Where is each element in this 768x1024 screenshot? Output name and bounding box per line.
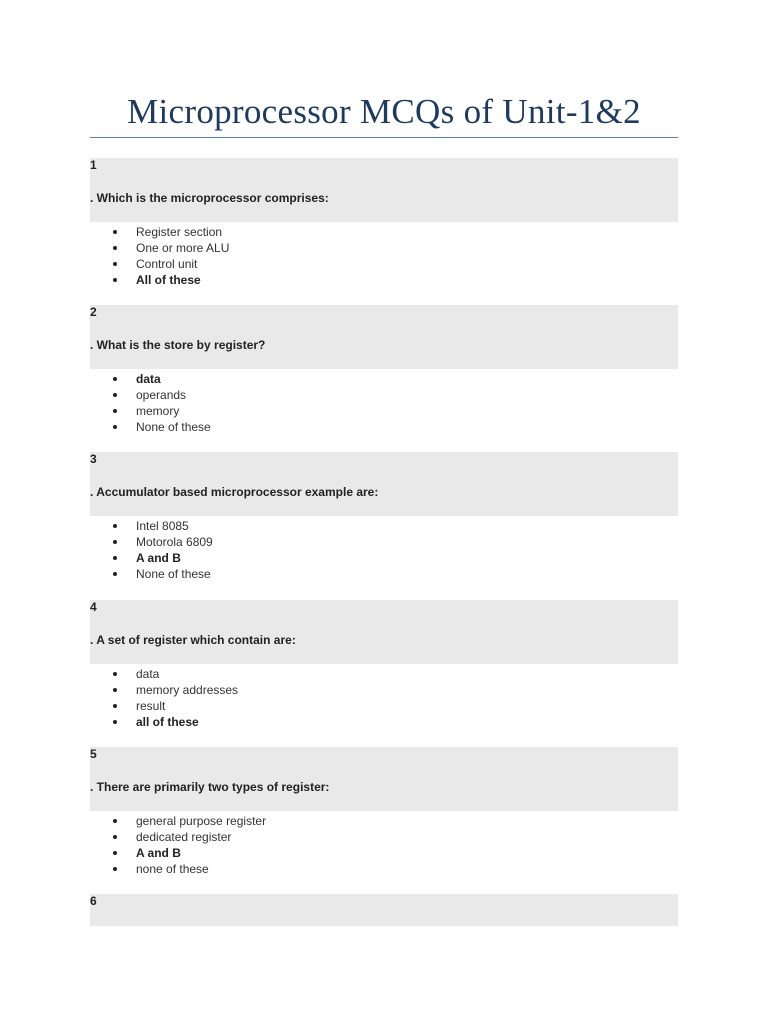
question-text: . Which is the microprocessor comprises: [90,191,329,205]
option-label: One or more ALU [136,241,230,255]
title-rule [90,137,678,138]
option-label: memory [136,404,180,419]
option-label: operands [136,388,187,403]
question-band [90,600,678,664]
bullet-icon [113,672,117,676]
bullet-icon [113,409,117,413]
option-label: None of these [136,567,211,582]
question-number: 3 [90,452,97,467]
question-text: . What is the store by register? [90,338,266,353]
option-label: dedicated register [136,829,232,844]
document-title: Microprocessor MCQs of Unit-1&2 [127,92,641,131]
option-label: none of these [136,861,209,876]
bullet-icon [113,540,117,544]
question-number: 1 [90,158,97,172]
bullet-icon [113,393,117,397]
option-label: data [136,666,160,681]
bullet-icon [113,246,117,250]
bullet-icon [113,704,117,708]
question-number: 6 [90,894,97,908]
option-label: None of these [136,420,211,435]
option-label: data [136,372,161,387]
question-band [90,305,678,369]
bullet-icon [113,851,117,855]
bullet-icon [113,262,117,266]
option-label: memory addresses [136,682,239,697]
bullet-icon [113,278,117,282]
bullet-icon [113,524,117,528]
option-label: A and B [136,845,181,860]
question-number: 4 [90,599,97,614]
question-band [90,452,678,516]
option-label: result [136,698,166,713]
option-label: A and B [136,551,181,566]
bullet-icon [113,819,117,823]
option-label: general purpose register [136,813,267,828]
option-label: all of these [136,714,199,729]
question-number: 2 [90,305,97,320]
bullet-icon [113,572,117,576]
bullet-icon [113,377,117,381]
option-label: Intel 8085 [136,519,189,534]
question-text: . A set of register which contain are: [90,632,296,647]
option-label: All of these [136,273,201,287]
option-label: Register section [136,225,223,239]
option-label: Control unit [136,257,198,271]
question-band [90,894,678,926]
question-band [90,158,678,222]
question-band [90,747,678,811]
question-text: . Accumulator based microprocessor example are: [90,485,379,500]
bullet-icon [113,835,117,839]
bullet-icon [113,720,117,724]
question-text: . There are primarily two types of register: [90,779,330,794]
bullet-icon [113,556,117,560]
bullet-icon [113,425,117,429]
bullet-icon [113,230,117,234]
option-label: Motorola 6809 [136,535,213,550]
bullet-icon [113,688,117,692]
question-number: 5 [90,746,97,761]
bullet-icon [113,867,117,871]
